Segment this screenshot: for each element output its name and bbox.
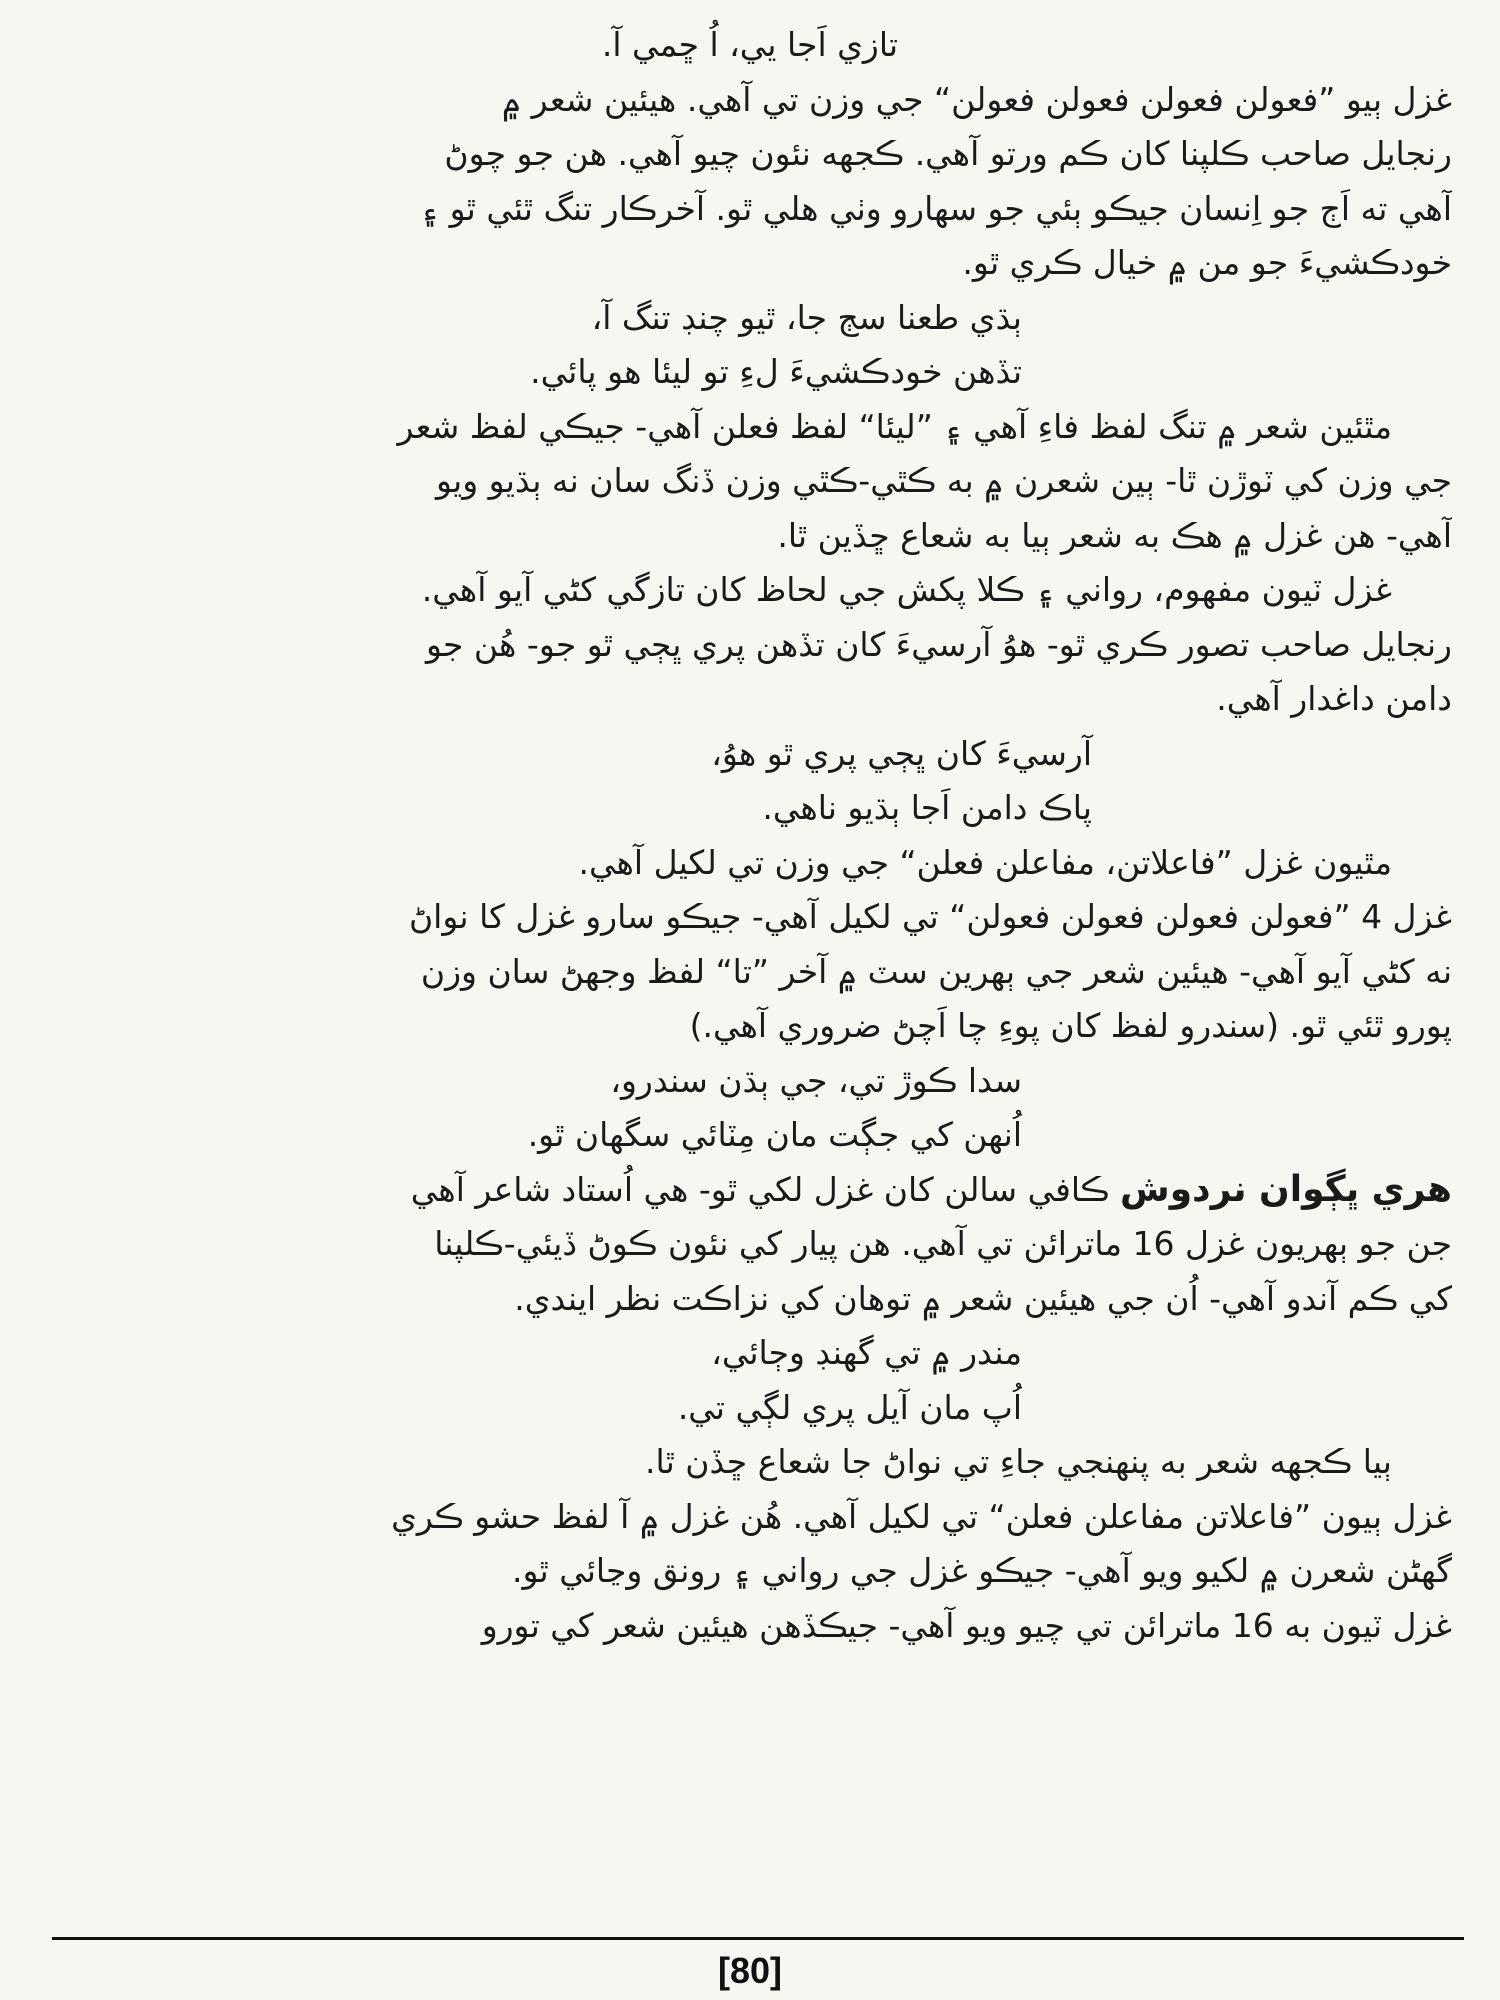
paragraph-line: گهڻن شعرن ۾ لکيو ويو آهي- جيڪو غزل جي رواني ۽ رونق وڃائي ٿو.	[511, 1551, 1452, 1590]
verse-line: مندر ۾ تي گهنڊ وڄائي،	[711, 1333, 1022, 1372]
paragraph-line: مٿئين شعر ۾ تنگ لفظ فاءِ آهي ۽ ”ليئا“ لفظ فعلن آهي- جيڪي لفظ شعر	[397, 406, 1392, 446]
page-number: [80]	[717, 1950, 783, 1991]
paragraph-line	[48, 1163, 1452, 1218]
verse-line: پاڪ دامن اَجا ٻڌيو ناهي.	[762, 788, 1092, 827]
paragraph-line: خودڪشيءَ جو من ۾ خيال ڪري ٿو.	[962, 243, 1452, 282]
paragraph-line: پورو ٿئي ٿو. (سندرو لفظ کان پوءِ چا اَچڻ ضروري آهي.)	[689, 1006, 1452, 1045]
verse-line: ٻڌي طعنا سڄ جا، ٿيو چنڊ تنگ آ،	[591, 297, 1022, 337]
verse-line: تازي اَجا يي، اُ ڇمي آ.	[601, 25, 899, 64]
paragraph-line: آهي ته اَڄ جو اِنسان جيڪو ٻئي جو سهارو وٺي هلي ٿو. آخرڪار تنگ ٿئي ٿو ۽	[419, 188, 1452, 228]
verse-line: اُنهن کي جڳت مان مِٽائي سگهان ٿو.	[527, 1115, 1022, 1154]
paragraph-line: مٿيون غزل ”فاعلاتن، مفاعلن فعلن“ جي وزن تي لکيل آهي.	[578, 842, 1392, 882]
verse-line: آرسيءَ کان ڀڄي پري ٿو هوُ،	[711, 733, 1092, 773]
paragraph-line: جن جو ٻهريون غزل 16 ماترائن تي آهي. هن پيار کي نئون ڪوڻ ڏيئي-ڪلپنا	[434, 1224, 1452, 1263]
paragraph-line: ٻيا ڪجهه شعر به پنهنجي جاءِ تي نواڻ جا شعاع ڇڏن ٿا.	[645, 1442, 1392, 1481]
paragraph-line: دامن داغدار آهي.	[1216, 679, 1452, 718]
paragraph-line: غزل ٽيون مفهوم، رواني ۽ ڪلا پکش جي لحاظ کان تازگي کڻي آيو آهي.	[421, 570, 1392, 609]
verse-line: اُپ مان آيل پري لڳي تي.	[677, 1387, 1022, 1427]
page-text	[48, 18, 1452, 1653]
paragraph-line: رنجايل صاحب ڪلپنا کان ڪم ورتو آهي. ڪجهه نئون چيو آهي. هن جو چوڻ	[444, 134, 1452, 173]
footer-rule	[52, 1937, 1464, 1940]
poet-name: هري ڀڳوان نردوش	[1120, 1168, 1452, 1210]
paragraph-line: رنجايل صاحب تصور ڪري ٿو- هوُ آرسيءَ کان تڏهن پري ڀڄي ٿو جو- هُن جو	[425, 624, 1452, 664]
paragraph-line: آهي- هن غزل ۾ هڪ به شعر ٻيا به شعاع ڇڏين ٿا.	[777, 515, 1452, 555]
paragraph-line: غزل ٽيون به 16 ماترائن تي چيو ويو آهي- جيڪڏهن هيئين شعر کي تورو	[481, 1605, 1452, 1645]
paragraph-line: غزل ٻيون ”فاعلاتن مفاعلن فعلن“ تي لکيل آهي. هُن غزل ۾ آ لفظ حشو ڪري	[391, 1496, 1452, 1536]
paragraph-line: کي ڪم آندو آهي- اُن جي هيئين شعر ۾ توهان کي نزاڪت نظر ايندي.	[514, 1278, 1452, 1318]
verse-line: سدا ڪوڙ تي، جي ٻڌن سندرو،	[610, 1060, 1022, 1100]
paragraph-line: نه کڻي آيو آهي- هيئين شعر جي ٻهرين سٽ ۾ آخر ”تا“ لفظ وجهڻ سان وزن	[420, 951, 1452, 991]
paragraph-line: غزل 4 ”فعولن فعولن فعولن فعولن“ تي لکيل آهي- جيڪو سارو غزل کا نواڻ	[408, 897, 1452, 936]
verse-line: تڏهن خودڪشيءَ لءِ تو ليئا هو پائي.	[530, 352, 1022, 391]
paragraph-line: جي وزن کي ٽوڙن ٿا- ٻين شعرن ۾ به ڪٿي-ڪٿي وزن ڏنگ سان نه ٻڌيو ويو	[436, 461, 1452, 500]
paragraph-line: غزل ٻيو ”فعولن فعولن فعولن فعولن“ جي وزن تي آهي. هيئين شعر ۾	[501, 79, 1452, 119]
line-text: ڪافي سالن کان غزل لکي ٿو- هي اُستاد شاعر آهي	[410, 1169, 1121, 1209]
